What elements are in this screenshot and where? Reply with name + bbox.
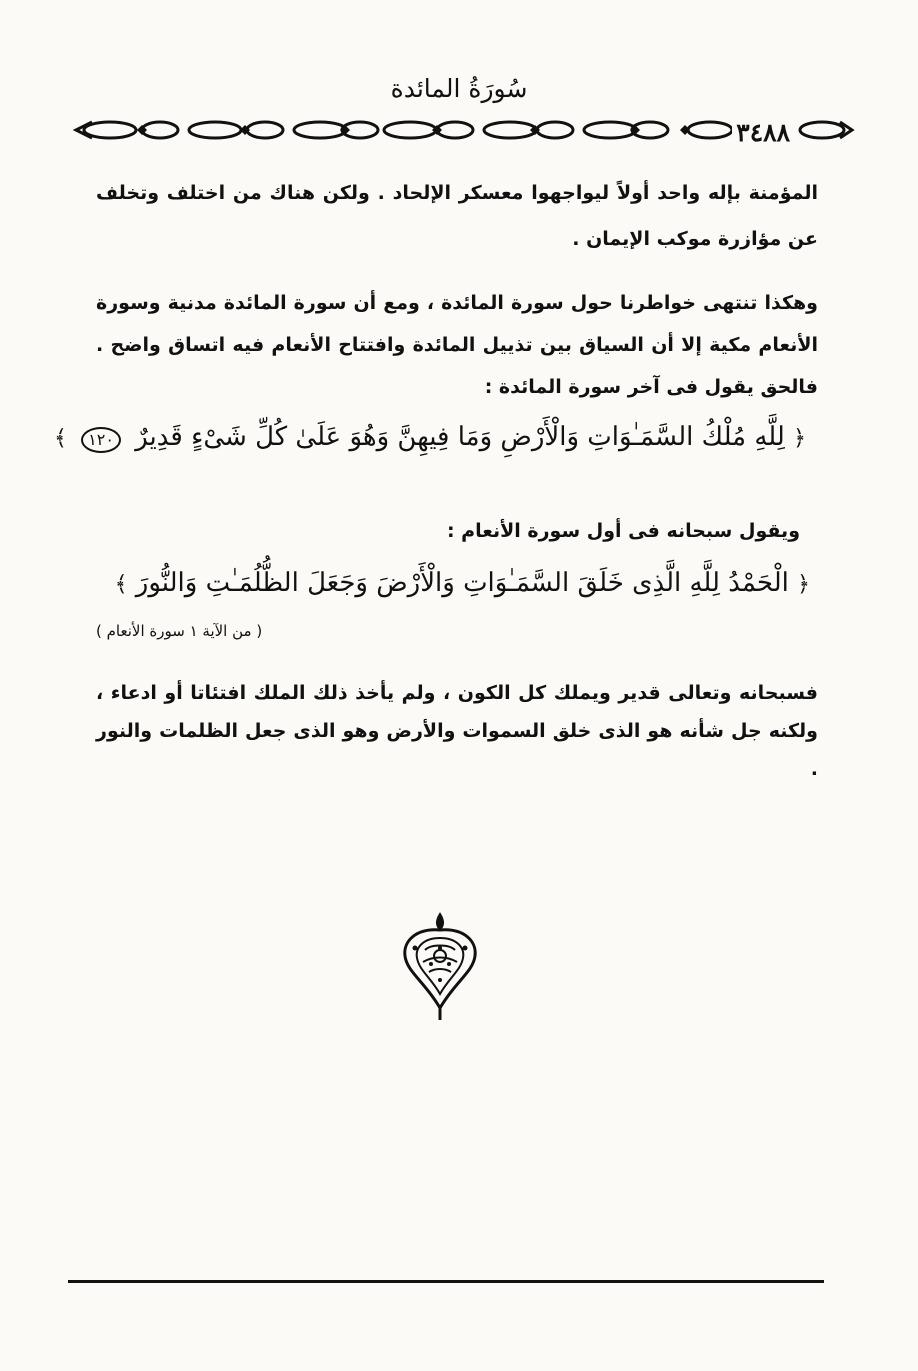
paragraph-2: وهكذا تنتهى خواطرنا حول سورة المائدة ، ومع أن سورة المائدة مدنية وسورة الأنعام مكية إلا أن السياق بين تذييل المائدة وافتتاح الأنعام فيه اتساق واضح . فالحق يقول فى آخر سورة المائدة :	[96, 292, 818, 398]
paragraph-3: فسبحانه وتعالى قدير ويملك كل الكون ، ولم يأخذ ذلك الملك افتئاتا أو ادعاء ، ولكنه جل شأنه هو الذى خلق السموات والأرض وهو الذى جعل الظلمات والنور .	[96, 682, 818, 780]
verse-close-ornament: ﴾	[114, 572, 128, 597]
paragraph-1: المؤمنة بإله واحد أولاً ليواجهوا معسكر الإلحاد . ولكن هناك من اختلف وتخلف عن مؤازرة موكب الإيمان .	[96, 182, 818, 250]
quran-verse-1	[54, 422, 806, 453]
verse-open-ornament: ﴿	[793, 426, 806, 451]
verse-2-reference: ( من الآية ١ سورة الأنعام )	[96, 622, 263, 640]
verse-2-intro: ويقول سبحانه فى أول سورة الأنعام :	[446, 520, 800, 542]
ornament-icon	[395, 908, 485, 1023]
ayah-number-badge: ١٢٠	[81, 427, 121, 453]
verse-2-text: الْحَمْدُ لِلَّهِ الَّذِى خَلَقَ السَّمَـٰوَاتِ وَالْأَرْضَ وَجَعَلَ الظُّلُمَـٰتِ وَالنُّورَ	[135, 568, 789, 598]
verse-1-text: لِلَّهِ مُلْكُ السَّمَـٰوَاتِ وَالْأَرْضِ وَمَا فِيهِنَّ وَهُوَ عَلَىٰ كُلِّ شَىْءٍ قَدِيرٌ	[135, 422, 785, 452]
surah-header-title: سُورَةُ المائدة	[390, 74, 528, 103]
page-number: ٣٤٨٨	[732, 118, 794, 148]
quran-verse-2	[115, 568, 810, 598]
verse-open-ornament: ﴿	[797, 572, 810, 597]
verse-close-ornament: ﴾	[54, 426, 67, 451]
bottom-rule	[68, 1280, 824, 1283]
